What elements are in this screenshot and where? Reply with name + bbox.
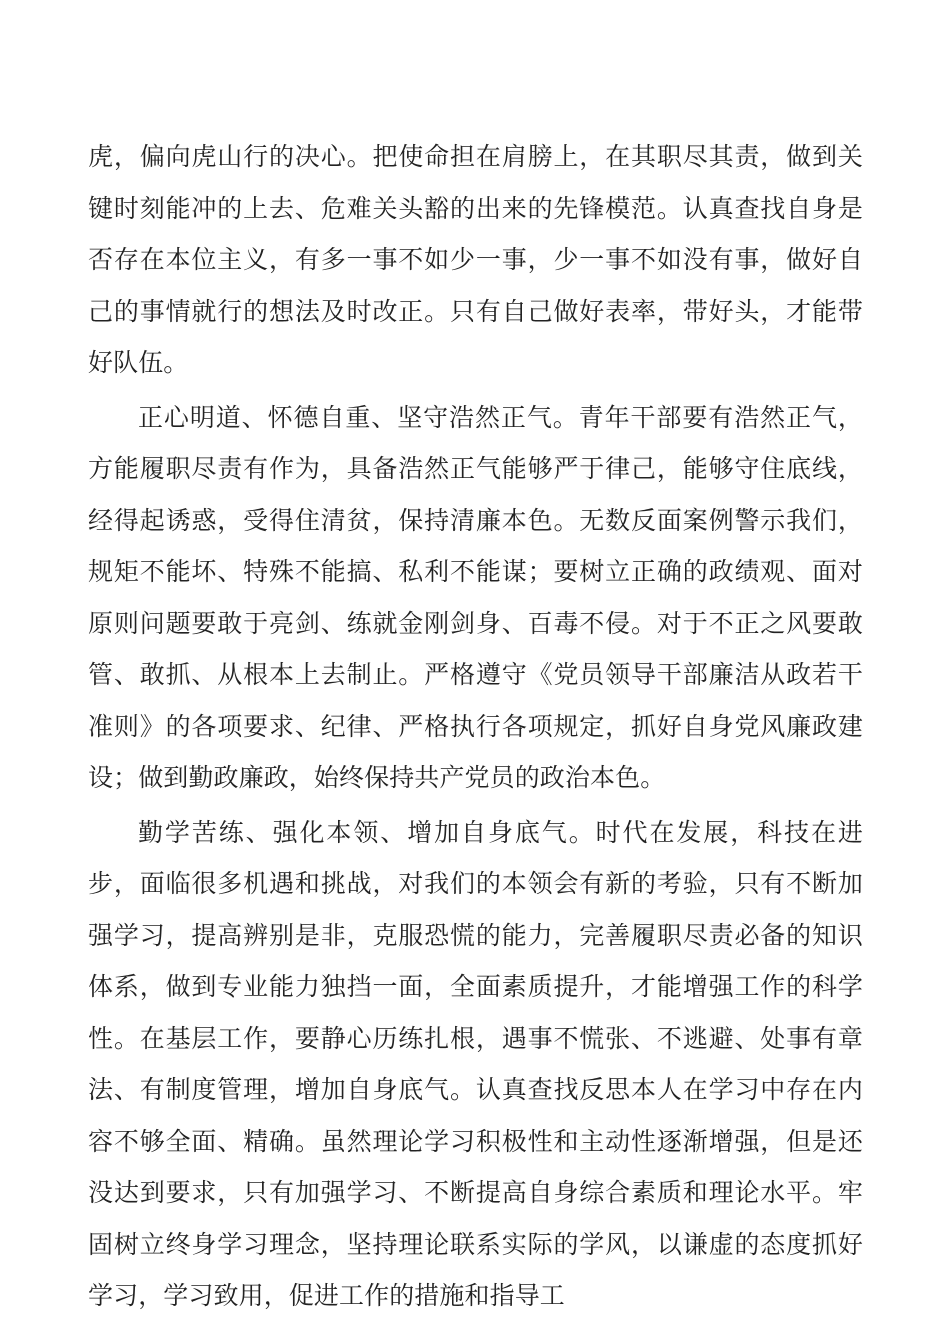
paragraph-1: 虎，偏向虎山行的决心。把使命担在肩膀上，在其职尽其责，做到关键时刻能冲的上去、危难关头豁的出来的先锋模范。认真查找自身是否存在本位主义，有多一事不如少一事，少一事不如没有事，做好自己的事情就行的想法及时改正。只有自己做好表率，带好头，才能带好队伍。 <box>88 142 863 377</box>
document-body <box>88 131 863 1322</box>
paragraph-3: 勤学苦练、强化本领、增加自身底气。时代在发展，科技在进步，面临很多机遇和挑战，对我们的本领会有新的考验，只有不断加强学习，提高辨别是非，克服恐慌的能力，完善履职尽责必备的知识体系，做到专业能力独挡一面，全面素质提升，才能增强工作的科学性。在基层工作，要静心历练扎根，遇事不慌张、不逃避、处事有章法、有制度管理，增加自身底气。认真查找反思本人在学习中存在内容不够全面、精确。虽然理论学习积极性和主动性逐渐增强，但是还没达到要求，只有加强学习、不断提高自身综合素质和理论水平。牢固树立终身学习理念，坚持理论联系实际的学风，以谦虚的态度抓好学习，学习致用，促进工作的措施和指导工 <box>88 817 863 1310</box>
paragraph-2: 正心明道、怀德自重、坚守浩然正气。青年干部要有浩然正气，方能履职尽责有作为，具备浩然正气能够严于律己，能够守住底线，经得起诱惑，受得住清贫，保持清廉本色。无数反面案例警示我们，规矩不能坏、特殊不能搞、私利不能谋；要树立正确的政绩观、面对原则问题要敢于亮剑、练就金刚剑身、百毒不侵。对于不正之风要敢管、敢抓、从根本上去制止。严格遵守《党员领导干部廉洁从政若干准则》的各项要求、纪律、严格执行各项规定，抓好自身党风廉政建设；做到勤政廉政，始终保持共产党员的政治本色。 <box>88 402 863 792</box>
